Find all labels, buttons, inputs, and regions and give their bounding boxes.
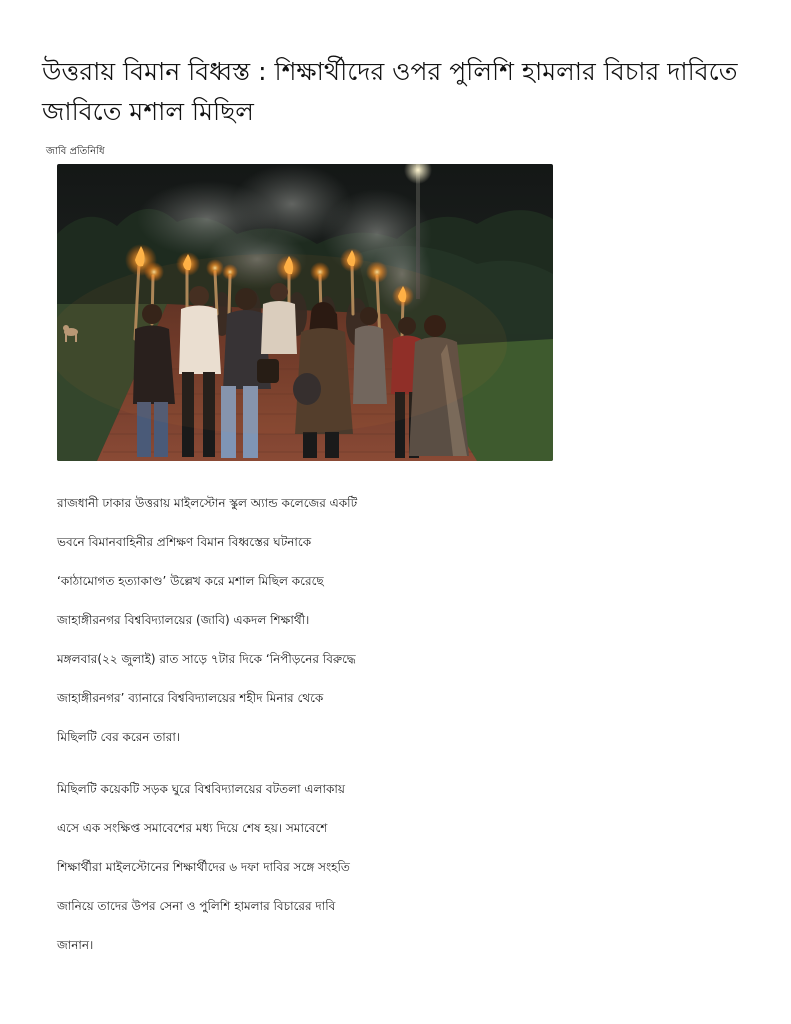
paragraph-line: জানিয়ে তাদের উপর সেনা ও পুলিশি হামলার বিচারের দাবি xyxy=(57,899,336,913)
paragraph-line: এসে এক সংক্ষিপ্ত সমাবেশের মধ্য দিয়ে শেষ হয়। সমাবেশে xyxy=(57,821,328,835)
paragraph-line: জানান। xyxy=(57,938,94,952)
paragraph-line: রাজধানী ঢাকার উত্তরায় মাইলস্টোন স্কুল অ্যান্ড কলেজের একটি xyxy=(57,496,358,510)
paragraph-line: জাহাঙ্গীরনগর’ ব্যানারে বিশ্ববিদ্যালয়ের শহীদ মিনার থেকে xyxy=(57,691,324,705)
article-paragraph-1 xyxy=(57,484,487,757)
article-paragraph-2 xyxy=(57,770,487,965)
byline: জাবি প্রতিনিধি xyxy=(46,146,105,157)
paragraph-line: জাহাঙ্গীরনগর বিশ্ববিদ্যালয়ের (জাবি) একদল শিক্ষার্থী। xyxy=(57,613,310,627)
paragraph-line: ‘কাঠামোগত হত্যাকাণ্ড’ উল্লেখ করে মশাল মিছিল করেছে xyxy=(57,574,324,588)
headline-line-2: জাবিতে মশাল মিছিল xyxy=(42,97,254,126)
headline-line-1: উত্তরায় বিমান বিধ্বস্ত : শিক্ষার্থীদের ওপর পুলিশি হামলার বিচার দাবিতে xyxy=(42,57,738,86)
article-headline xyxy=(42,52,762,132)
torch-procession-photo xyxy=(57,164,553,461)
paragraph-line: মিছিলটি কয়েকটি সড়ক ঘুরে বিশ্ববিদ্যালয়ের বটতলা এলাকায় xyxy=(57,782,345,796)
paragraph-line: মিছিলটি বের করেন তারা। xyxy=(57,730,181,744)
paragraph-line: শিক্ষার্থীরা মাইলস্টোনের শিক্ষার্থীদের ৬ দফা দাবির সঙ্গে সংহতি xyxy=(57,860,350,874)
paragraph-line: মঙ্গলবার(২২ জুলাই) রাত সাড়ে ৭টার দিকে ‘নিপীড়নের বিরুদ্ধে xyxy=(57,652,356,666)
paragraph-line: ভবনে বিমানবাহিনীর প্রশিক্ষণ বিমান বিধ্বস্তের ঘটনাকে xyxy=(57,535,312,549)
